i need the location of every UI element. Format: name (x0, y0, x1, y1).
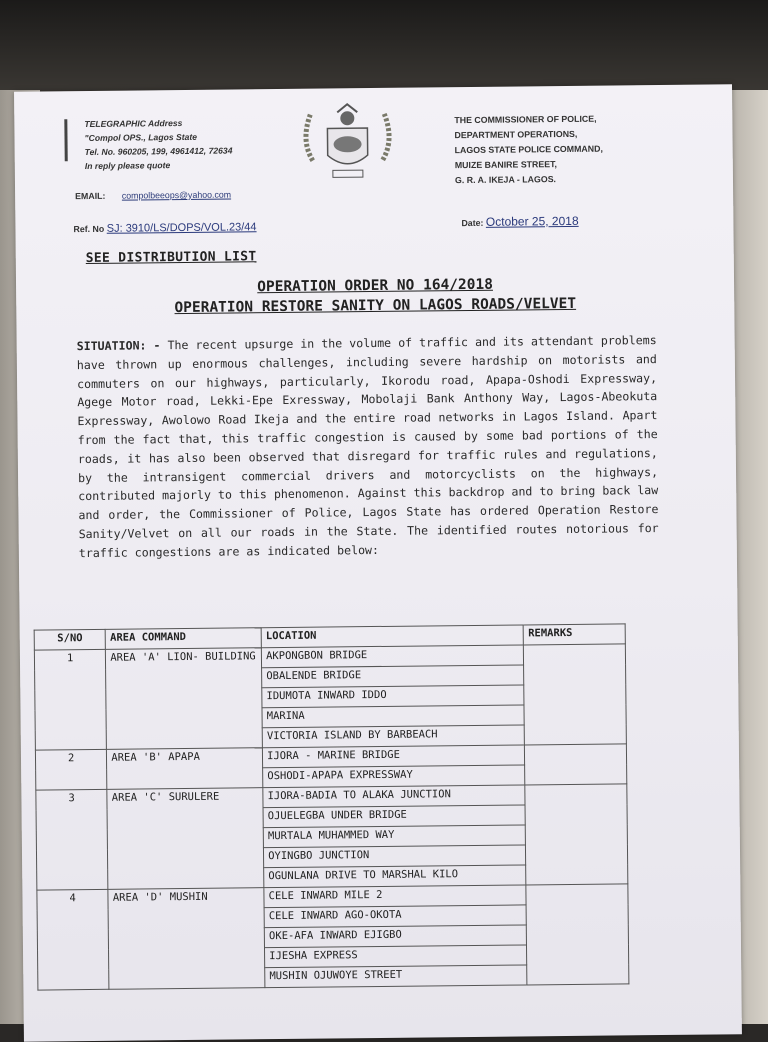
email-value: compolbeeops@yahoo.com (121, 189, 232, 201)
area-cell: AREA 'D' MUSHIN (108, 888, 265, 990)
compol-line: "Compol OPS., Lagos State (84, 131, 198, 144)
date-value: October 25, 2018 (485, 213, 579, 229)
location-cell: IDUMOTA INWARD IDDO (262, 685, 525, 708)
operation-order-title: OPERATION ORDER NO 164/2018 (257, 276, 493, 296)
location-cell: OSHODI-APAPA EXPRESSWAY (263, 765, 526, 788)
location-cell: OGUNLANA DRIVE TO MARSHAL KILO (264, 865, 527, 888)
routes-table (34, 623, 630, 990)
area-cell: AREA 'B' APAPA (107, 748, 263, 790)
date-row (461, 214, 578, 229)
email-row (75, 189, 231, 201)
address-line-5: G. R. A. IKEJA - LAGOS. (454, 174, 557, 186)
header-remarks: REMARKS (524, 624, 626, 645)
date-label: Date: (461, 217, 484, 229)
letterhead-left (84, 115, 232, 173)
tel-line: Tel. No. 960205, 199, 4961412, 72634 (84, 145, 233, 158)
remarks-cell (525, 784, 628, 885)
sn-cell: 2 (35, 749, 107, 790)
sn-cell: 4 (37, 889, 109, 990)
location-cell: AKPONGBON BRIDGE (261, 645, 524, 668)
background-dark-top (0, 0, 768, 92)
location-cell: MURTALA MUHAMMED WAY (263, 825, 526, 848)
area-cell: AREA 'C' SURULERE (107, 788, 264, 890)
location-cell: MUSHIN OJUWOYE STREET (265, 965, 528, 988)
bracket-mark (64, 119, 67, 161)
location-cell: OKE-AFA INWARD EJIGBO (264, 925, 527, 948)
telegraphic-line: TELEGRAPHIC Address (84, 117, 183, 130)
situation-paragraph (77, 331, 659, 563)
remarks-cell (525, 744, 627, 785)
location-cell: OBALENDE BRIDGE (262, 665, 525, 688)
location-cell: IJORA-BADIA TO ALAKA JUNCTION (263, 785, 526, 808)
area-cell: AREA 'A' LION- BUILDING (106, 648, 263, 750)
location-cell: OJUELEGBA UNDER BRIDGE (263, 805, 526, 828)
address-line-1: THE COMMISSIONER OF POLICE, (454, 113, 597, 126)
remarks-cell (526, 884, 629, 985)
reply-line: In reply please quote (84, 160, 171, 172)
document-page (14, 84, 742, 1041)
location-cell: MARINA (262, 705, 525, 728)
operation-name-title: OPERATION RESTORE SANITY ON LAGOS ROADS/VELVET (174, 295, 577, 317)
location-cell: CELE INWARD MILE 2 (264, 885, 527, 908)
remarks-cell (524, 644, 627, 745)
police-crest-icon (292, 100, 403, 186)
address-line-3: LAGOS STATE POLICE COMMAND, (454, 143, 603, 156)
header-location: LOCATION (261, 625, 524, 648)
ref-row (73, 221, 256, 235)
email-label: EMAIL: (75, 190, 106, 202)
situation-text: The recent upsurge in the volume of traffic and its attendant problems have thrown up enormous challenges, including severe hardship on motorists and commuters on our highways, particularly, Ikorodu road, Apapa-Oshodi Expressway, Agege Motor road, Lekki-Epe Exressway, Mobolaji Bank Anthony Way, Lagos-Abeokuta Expressway, Awolowo Road Ikeja and the entire road networks in Lagos Island. Apart from the fact that, this traffic congestion is caused by some bad portions of the roads, it has also been observed that disregard for traffic rules and regulations, by the intransigent commercial drivers and motorcyclists on the highways, contributed majorly to this phenomenon. Against this backdrop and to bring back law and order, the Commissioner of Police, Lagos State has ordered Operation Restore Sanity/Velvet on all our roads in the State. The identified routes notorious for traffic congestions are as indicated below: (76, 333, 659, 560)
address-line-4: MUIZE BANIRE STREET, (454, 159, 558, 171)
location-cell: VICTORIA ISLAND BY BARBEACH (262, 725, 525, 748)
letterhead-right (454, 112, 603, 189)
location-cell: IJORA - MARINE BRIDGE (263, 745, 526, 768)
ref-value: SJ: 3910/LS/DOPS/VOL.23/44 (106, 221, 257, 235)
location-cell: CELE INWARD AGO-OKOTA (264, 905, 527, 928)
location-cell: OYINGBO JUNCTION (264, 845, 527, 868)
header-area: AREA COMMAND (106, 628, 262, 650)
sn-cell: 1 (34, 649, 106, 750)
location-cell: IJESHA EXPRESS (265, 945, 528, 968)
address-line-2: DEPARTMENT OPERATIONS, (454, 128, 578, 141)
distribution-heading: SEE DISTRIBUTION LIST (85, 249, 257, 267)
header-sn: S/NO (34, 629, 106, 650)
sn-cell: 3 (36, 789, 108, 890)
situation-label: SITUATION: - (76, 338, 161, 354)
ref-label: Ref. No (73, 223, 105, 235)
